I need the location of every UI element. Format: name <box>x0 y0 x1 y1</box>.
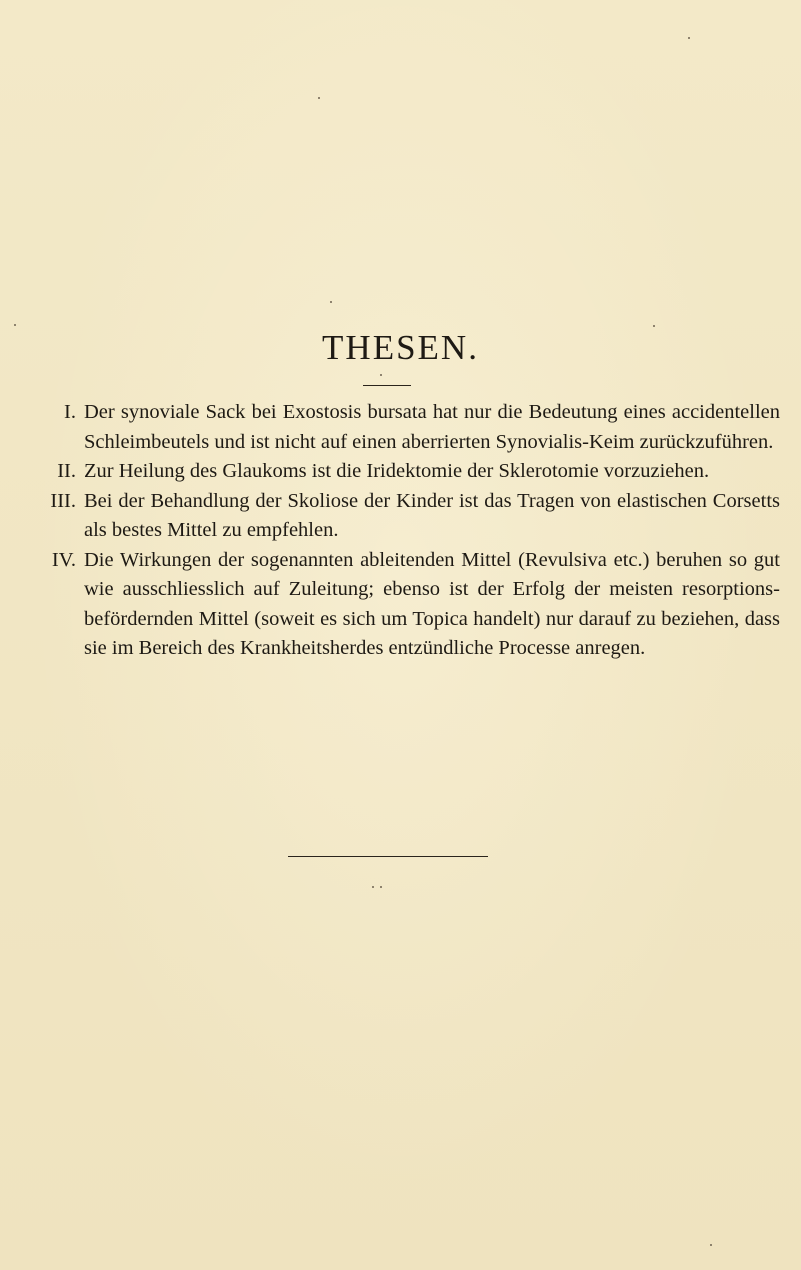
thesis-2 <box>40 457 780 487</box>
paper-speck <box>380 374 382 376</box>
paper-speck <box>380 886 382 888</box>
thesis-text: Bei der Behandlung der Skoliose der Kinder ist das Tragen von elastischen Corsetts als bestes Mittel zu empfehlen. <box>84 489 780 541</box>
theses-list <box>40 398 780 664</box>
closing-divider <box>288 856 488 857</box>
thesis-3 <box>40 487 780 546</box>
page-title: THESEN. <box>322 328 479 367</box>
thesis-text: Die Wirkungen der sogenannten ableitenden Mittel (Revulsiva etc.) beruhen so gut wie ausschliesslich auf Zuleitung; ebenso ist der Erfolg der meisten resorptions-befördernden Mittel (soweit es sich um Topica handelt) nur darauf zu beziehen, dass sie im Bereich des Krankheitsherdes entzündliche Processe anregen. <box>84 548 780 659</box>
paper-speck <box>372 886 374 888</box>
thesis-numeral: I. <box>64 401 76 423</box>
thesis-4 <box>40 546 780 664</box>
paper-speck <box>710 1244 712 1246</box>
thesis-text: Zur Heilung des Glaukoms ist die Iridektomie der Sklerotomie vorzuziehen. <box>84 460 710 482</box>
paper-speck <box>318 97 320 99</box>
thesis-numeral: III. <box>50 489 76 512</box>
paper-speck <box>330 301 332 303</box>
title-divider <box>363 385 411 386</box>
paper-speck <box>14 324 16 326</box>
thesis-text: Der synoviale Sack bei Exostosis bursata hat nur die Bedeutung eines accidentellen Schleimbeutels und ist nicht auf einen aberrierten Synovialis-Keim zurückzuführen. <box>84 401 780 453</box>
paper-speck <box>653 325 655 327</box>
paper-speck <box>688 37 690 39</box>
thesis-numeral: IV. <box>51 548 76 571</box>
thesis-numeral: II. <box>57 460 76 482</box>
thesis-1 <box>40 398 780 457</box>
